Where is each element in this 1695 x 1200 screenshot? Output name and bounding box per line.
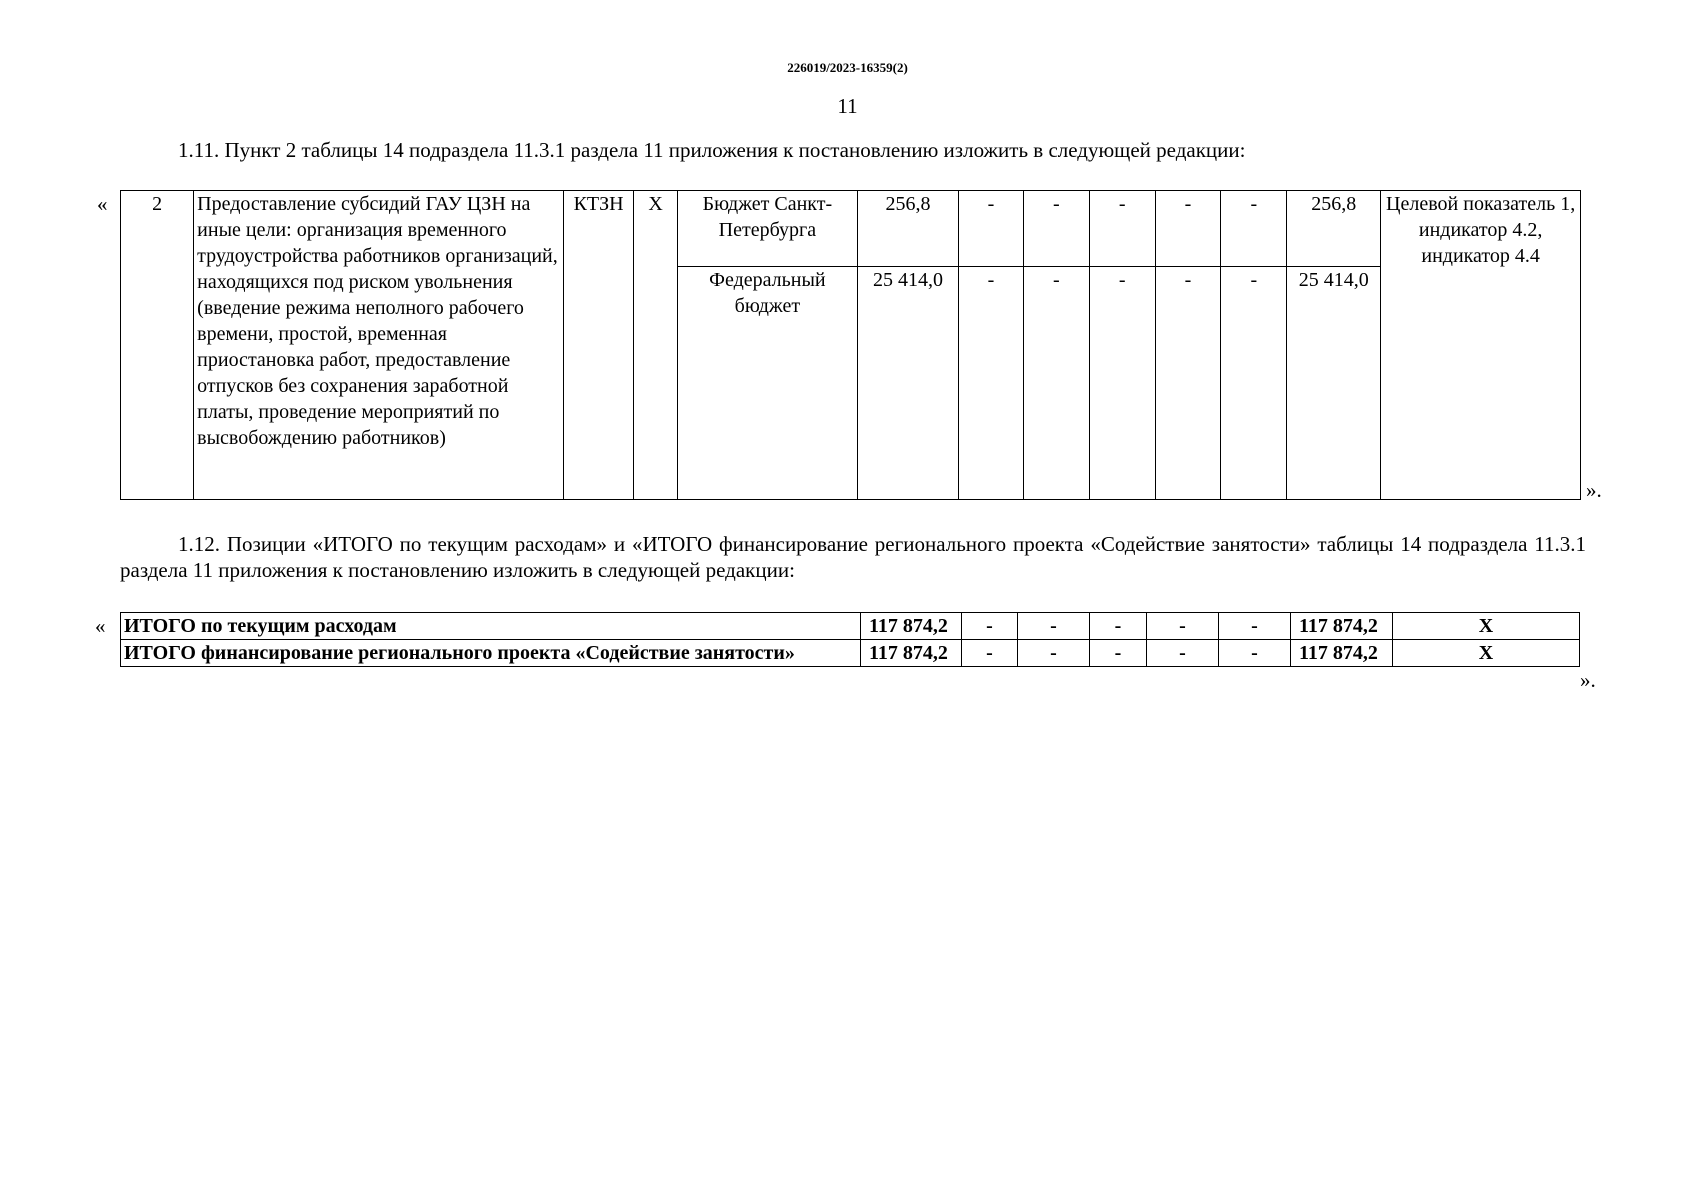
item-executor: КТЗН [564,191,634,500]
total-mark: Х [1393,613,1580,640]
year-value: - [962,640,1018,667]
document-registration-number: 226019/2023-16359(2) [787,60,908,75]
year-value: - [1023,191,1089,267]
table-row [121,640,1580,667]
paragraph-1-12: 1.12. Позиции «ИТОГО по текущим расходам» и «ИТОГО финансирование регионального проекта «Содействие занятости» таблицы 14 подраздела 11.3.1 раздела 11 приложения к постановлению изложить в следующей редакции: [120,532,1586,582]
total-value: 117 874,2 [861,613,962,640]
total-label: ИТОГО по текущим расходам [121,613,861,640]
source-name: Федеральный бюджет [678,267,858,500]
year-value: - [959,267,1024,500]
total-sum: 117 874,2 [1291,640,1393,667]
paragraph-1-11 [120,137,1586,163]
year-value: - [1221,267,1287,500]
year-value: - [1219,640,1291,667]
source-sum: 256,8 [1287,191,1381,267]
table-totals [120,612,1580,667]
year-value: - [1089,267,1155,500]
close-quote-2: ». [1580,668,1596,692]
year-value: - [959,191,1024,267]
year-value: - [962,613,1018,640]
page-number: 11 [837,94,858,118]
source-total: 25 414,0 [857,267,958,500]
total-sum: 117 874,2 [1291,613,1393,640]
source-total: 256,8 [857,191,958,267]
year-value: - [1089,191,1155,267]
total-label: ИТОГО финансирование регионального проекта «Содействие занятости» [121,640,861,667]
year-value: - [1221,191,1287,267]
source-sum: 25 414,0 [1287,267,1381,500]
open-quote-1: « [97,192,108,216]
source-name: Бюджет Санкт-Петербурга [678,191,858,267]
year-value: - [1219,613,1291,640]
total-value: 117 874,2 [861,640,962,667]
item-name: Предоставление субсидий ГАУ ЦЗН на иные цели: организация временного трудоустройства работников организаций, находящихся под риском увольнения (введение режима неполного рабочего времени, простой, временная приостановка работ, предоставление отпусков без сохранения заработной платы, проведение мероприятий по высвобождению работников) [194,191,564,500]
year-value: - [1155,267,1221,500]
table-item-2 [120,190,1581,500]
total-mark: Х [1393,640,1580,667]
year-value: - [1018,640,1090,667]
table-row [121,191,1581,267]
year-value: - [1155,191,1221,267]
item-mark: Х [634,191,678,500]
item-indicators: Целевой показатель 1, индикатор 4.2, индикатор 4.4 [1381,191,1581,500]
table-row [121,613,1580,640]
year-value: - [1147,640,1219,667]
year-value: - [1018,613,1090,640]
year-value: - [1147,613,1219,640]
close-quote-1: ». [1586,478,1602,502]
year-value: - [1090,640,1147,667]
year-value: - [1023,267,1089,500]
paragraph-1-11-text: 1.11. Пункт 2 таблицы 14 подраздела 11.3.1 раздела 11 приложения к постановлению изложить в следующей редакции: [178,138,1246,162]
item-number: 2 [121,191,194,500]
open-quote-2: « [95,614,106,638]
year-value: - [1090,613,1147,640]
